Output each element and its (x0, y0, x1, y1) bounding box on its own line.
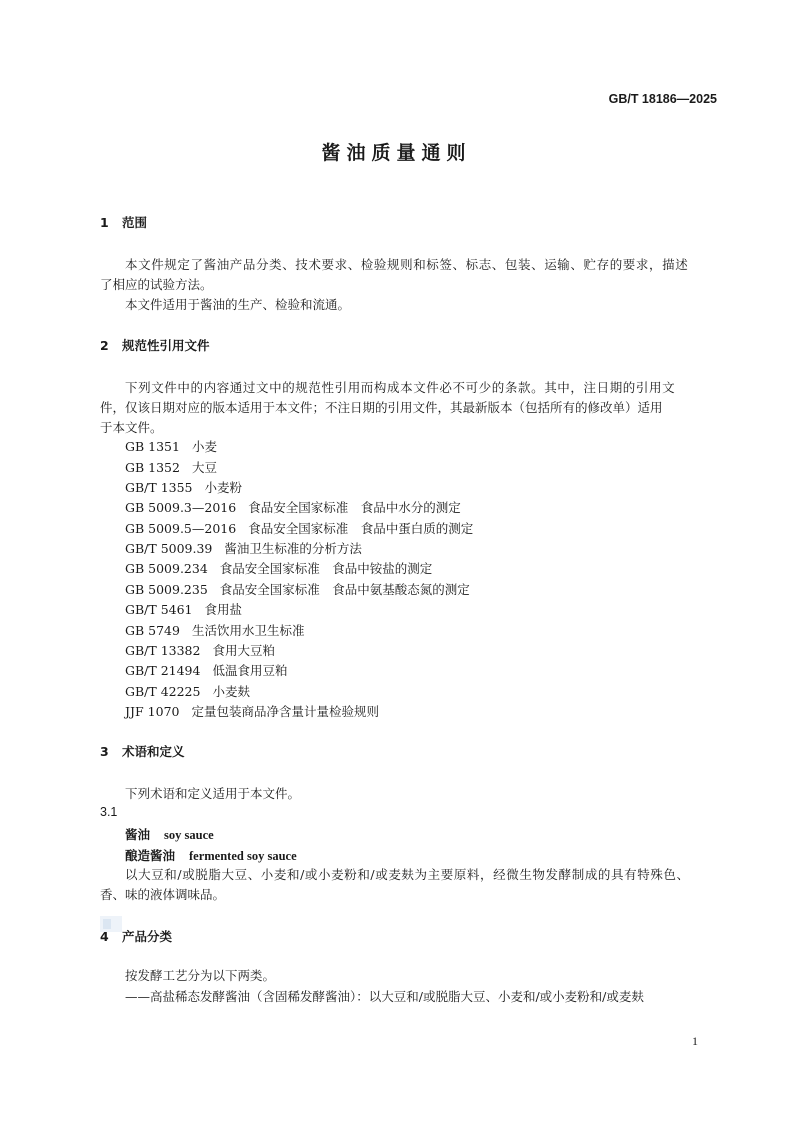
standard-number: GB/T 18186—2025 (608, 92, 717, 106)
reference-name: 食品安全国家标准 食品中水分的测定 (248, 500, 461, 515)
reference-code: GB/T 42225 (125, 684, 201, 699)
norm-refs-intro-line-1: 下列文件中的内容通过文中的规范性引用而构成本文件必不可少的条款。其中，注日期的引用文 (125, 380, 676, 395)
reference-name: 酱油卫生标准的分析方法 (224, 541, 362, 556)
section-title: 术语和定义 (122, 744, 185, 759)
reference-code: GB 5009.5—2016 (125, 521, 237, 536)
reference-name: 小麦 (191, 439, 217, 454)
section-number: 1 (100, 215, 109, 230)
term-definition-line-2: 香、味的液体调味品。 (100, 887, 226, 902)
reference-name: 定量包装商品净含量计量检验规则 (191, 704, 379, 719)
term-english: soy sauce (164, 828, 214, 842)
reference-item (125, 641, 275, 659)
reference-code: GB/T 5461 (125, 602, 193, 617)
term-chinese: 酱油 (125, 827, 151, 842)
reference-item (125, 498, 461, 516)
clause-number: 3.1 (100, 805, 118, 819)
term-entry-1 (125, 825, 214, 843)
norm-refs-intro-line-3: 于本文件。 (100, 420, 163, 435)
reference-code: GB/T 21494 (125, 663, 201, 678)
reference-code: GB 5009.3—2016 (125, 500, 237, 515)
term-english: fermented soy sauce (189, 849, 297, 863)
scope-paragraph-1-line-1: 本文件规定了酱油产品分类、技术要求、检验规则和标签、标志、包装、运输、贮存的要求，描述 (125, 257, 689, 272)
section-2-heading (100, 336, 210, 354)
reference-item (125, 702, 379, 720)
reference-name: 生活饮用水卫生标准 (191, 623, 305, 638)
reference-item (125, 539, 362, 557)
page-number: 1 (692, 1034, 698, 1048)
reference-item (125, 580, 470, 598)
reference-code: JJF 1070 (125, 704, 180, 719)
classification-item-1: ——高盐稀态发酵酱油（含固稀发酵酱油）：以大豆和/或脱脂大豆、小麦和/或小麦粉和/或麦麸 (125, 989, 644, 1004)
reference-code: GB/T 1355 (125, 480, 193, 495)
reference-item (125, 661, 287, 679)
section-number: 4 (100, 929, 109, 944)
reference-code: GB/T 13382 (125, 643, 201, 658)
term-definition-line-1: 以大豆和/或脱脂大豆、小麦和/或小麦粉和/或麦麸为主要原料，经微生物发酵制成的具有特殊色、 (125, 867, 690, 882)
section-title: 规范性引用文件 (122, 338, 210, 353)
reference-code: GB 1352 (125, 460, 180, 475)
reference-name: 食品安全国家标准 食品中蛋白质的测定 (248, 521, 474, 536)
section-title: 范围 (122, 215, 148, 230)
reference-code: GB 5009.234 (125, 561, 208, 576)
norm-refs-intro-line-2: 件，仅该日期对应的版本适用于本文件；不注日期的引用文件，其最新版本（包括所有的修改单）适用 (100, 400, 663, 415)
reference-name: 食品安全国家标准 食品中铵盐的测定 (219, 561, 433, 576)
reference-code: GB 1351 (125, 439, 180, 454)
reference-item (125, 559, 432, 577)
scope-paragraph-1-line-2: 了相应的试验方法。 (100, 277, 213, 292)
section-number: 2 (100, 338, 109, 353)
reference-name: 小麦麸 (212, 684, 250, 699)
reference-item (125, 682, 250, 700)
term-chinese: 酿造酱油 (125, 848, 176, 863)
reference-code: GB/T 5009.39 (125, 541, 213, 556)
reference-code: GB 5749 (125, 623, 180, 638)
reference-item (125, 600, 242, 618)
reference-item (125, 458, 217, 476)
section-number: 3 (100, 744, 109, 759)
reference-item (125, 437, 217, 455)
section-title: 产品分类 (122, 929, 173, 944)
reference-name: 低温食用豆粕 (212, 663, 288, 678)
reference-name: 大豆 (191, 460, 217, 475)
term-entry-2 (125, 846, 297, 864)
scope-paragraph-2: 本文件适用于酱油的生产、检验和流通。 (125, 297, 351, 312)
section-4-heading (100, 927, 172, 945)
classification-intro: 按发酵工艺分为以下两类。 (125, 968, 276, 983)
reference-item (125, 621, 304, 639)
section-3-heading (100, 742, 185, 760)
reference-name: 食用盐 (204, 602, 243, 617)
reference-code: GB 5009.235 (125, 582, 208, 597)
reference-item (125, 478, 242, 496)
section-1-heading (100, 213, 147, 231)
reference-item (125, 519, 473, 537)
terms-intro: 下列术语和定义适用于本文件。 (125, 786, 301, 801)
reference-name: 小麦粉 (204, 480, 243, 495)
document-title: 酱油质量通则 (321, 142, 472, 164)
reference-name: 食品安全国家标准 食品中氨基酸态氮的测定 (219, 582, 470, 597)
reference-name: 食用大豆粕 (212, 643, 275, 658)
